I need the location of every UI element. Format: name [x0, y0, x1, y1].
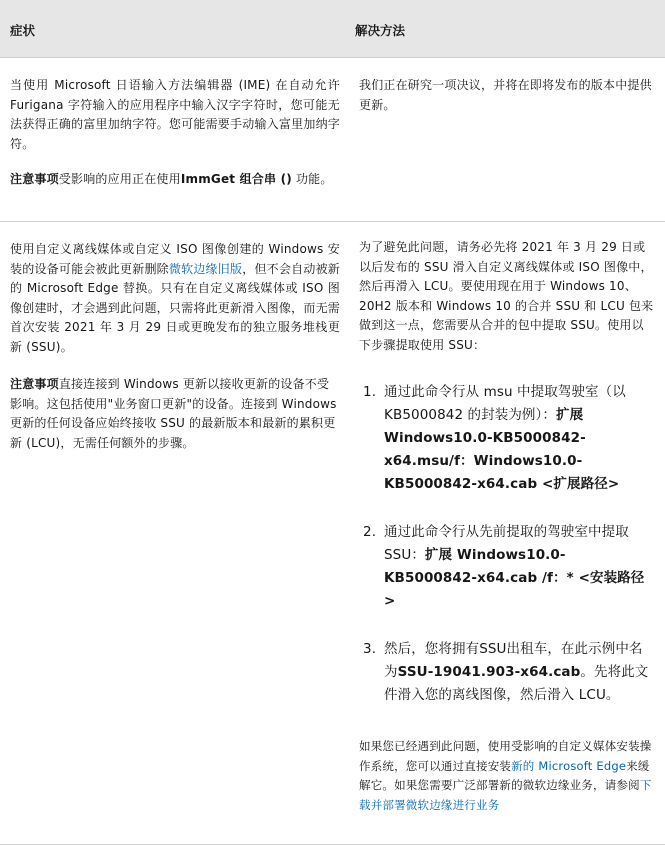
table-row: [0, 58, 665, 222]
new-edge-link[interactable]: 新的 Microsoft Edge: [511, 758, 627, 773]
step-number: 2.: [363, 524, 377, 540]
symptom-cell: [10, 222, 340, 453]
note-function: ImmGet 组合串 (): [180, 172, 292, 186]
symptom-text-a: 使用自定义离线媒体或自定义 ISO 图像创建的 Windows 安装的设备可能会被此更新删除: [10, 242, 340, 276]
note-paragraph: [10, 375, 340, 453]
workaround-intro: 为了避免此问题，请务必先将 2021 年 3 月 29 日或以后发布的 SSU 滑入自定义离线媒体或 ISO 图像中，然后再滑入 LCU。要使用现在用于 Windows 10、20H2 版本和 Windows 10 的合并 SSU 和 LCU 包来做到这一点，您需要从合并的包中提取 SSU。使用以下步骤提取使用 SSU：: [359, 240, 654, 352]
step-text-b: 。先将此文件滑入您的离线图像，然后滑入 LCU。: [384, 664, 649, 703]
note-label: 注意事项: [10, 377, 59, 391]
table-header: [0, 0, 665, 58]
header-workaround: 解决方法: [355, 23, 406, 38]
step-filename: SSU-19041.903-x64.cab: [397, 664, 581, 680]
note-label: 注意事项: [10, 172, 59, 186]
step-command: 扩展 Windows10.0-KB5000842-x64.msu/f：Windows10.0-KB5000842-x64.cab <扩展路径>: [384, 407, 620, 492]
step-text: 通过此命令行从 msu 中提取驾驶室（以 KB5000842 的封装为例）：: [384, 384, 626, 423]
symptom-text: [10, 240, 340, 357]
header-symptom: 症状: [10, 23, 36, 38]
final-text-b: 来缓解它。如果您需要广泛部署新的微软边缘业务，请参阅: [359, 758, 650, 792]
list-item: [359, 521, 654, 613]
step-text-a: 然后，您将拥有SSU出租车，在此示例中名为: [384, 641, 643, 680]
step-command: 扩展 Windows10.0-KB5000842-x64.cab /f：* <安装路径>: [384, 547, 645, 609]
list-item: [359, 381, 654, 496]
workaround-cell: [359, 222, 654, 815]
deploy-edge-link[interactable]: 下载并部署微软边缘进行业务: [359, 778, 652, 812]
table-row: [0, 222, 665, 845]
step-number: 3.: [363, 641, 377, 657]
step-text: 通过此命令行从先前提取的驾驶室中提取 SSU：: [384, 524, 629, 563]
symptom-text: 当使用 Microsoft 日语输入方法编辑器 (IME) 在自动允许 Furigana 字符输入的应用程序中输入汉字字符时，您可能无法获得正确的富里加纳字符。您可能需要手动输入富里加纳字符。: [10, 78, 340, 151]
note-text: 受影响的应用正在使用: [58, 172, 181, 186]
symptom-text-b: ，但不会自动被新的 Microsoft Edge 替换。只有在自定义离线媒体或 ISO 图像创建时，才会遇到此问题，只需将此更新滑入图像，而无需首次安装 2021 年 3 月 29 日或更晚发布的独立服务堆栈更新 (SSU)。: [10, 261, 340, 354]
list-item: [359, 638, 654, 707]
symptom-cell: [10, 58, 340, 190]
note-paragraph: [10, 170, 340, 190]
note-text: 直接连接到 Windows 更新以接收更新的设备不受影响。这包括使用"业务窗口更新"的设备。连接到 Windows 更新的任何设备应始终接收 SSU 的最新版本和最新的累积更新 (LCU)，无需任何额外的步骤。: [10, 377, 337, 450]
note-end: 功能。: [291, 172, 333, 186]
steps-list: [359, 381, 654, 707]
step-number: 1.: [363, 384, 377, 400]
final-text-a: 如果您已经遇到此问题，使用受影响的自定义媒体安装操作系统，您可以通过直接安装: [359, 739, 652, 773]
legacy-edge-link[interactable]: 微软边缘旧版: [168, 261, 243, 276]
workaround-cell: [359, 58, 654, 115]
final-paragraph: [359, 737, 654, 815]
workaround-text: 我们正在研究一项决议，并将在即将发布的版本中提供更新。: [359, 78, 652, 112]
